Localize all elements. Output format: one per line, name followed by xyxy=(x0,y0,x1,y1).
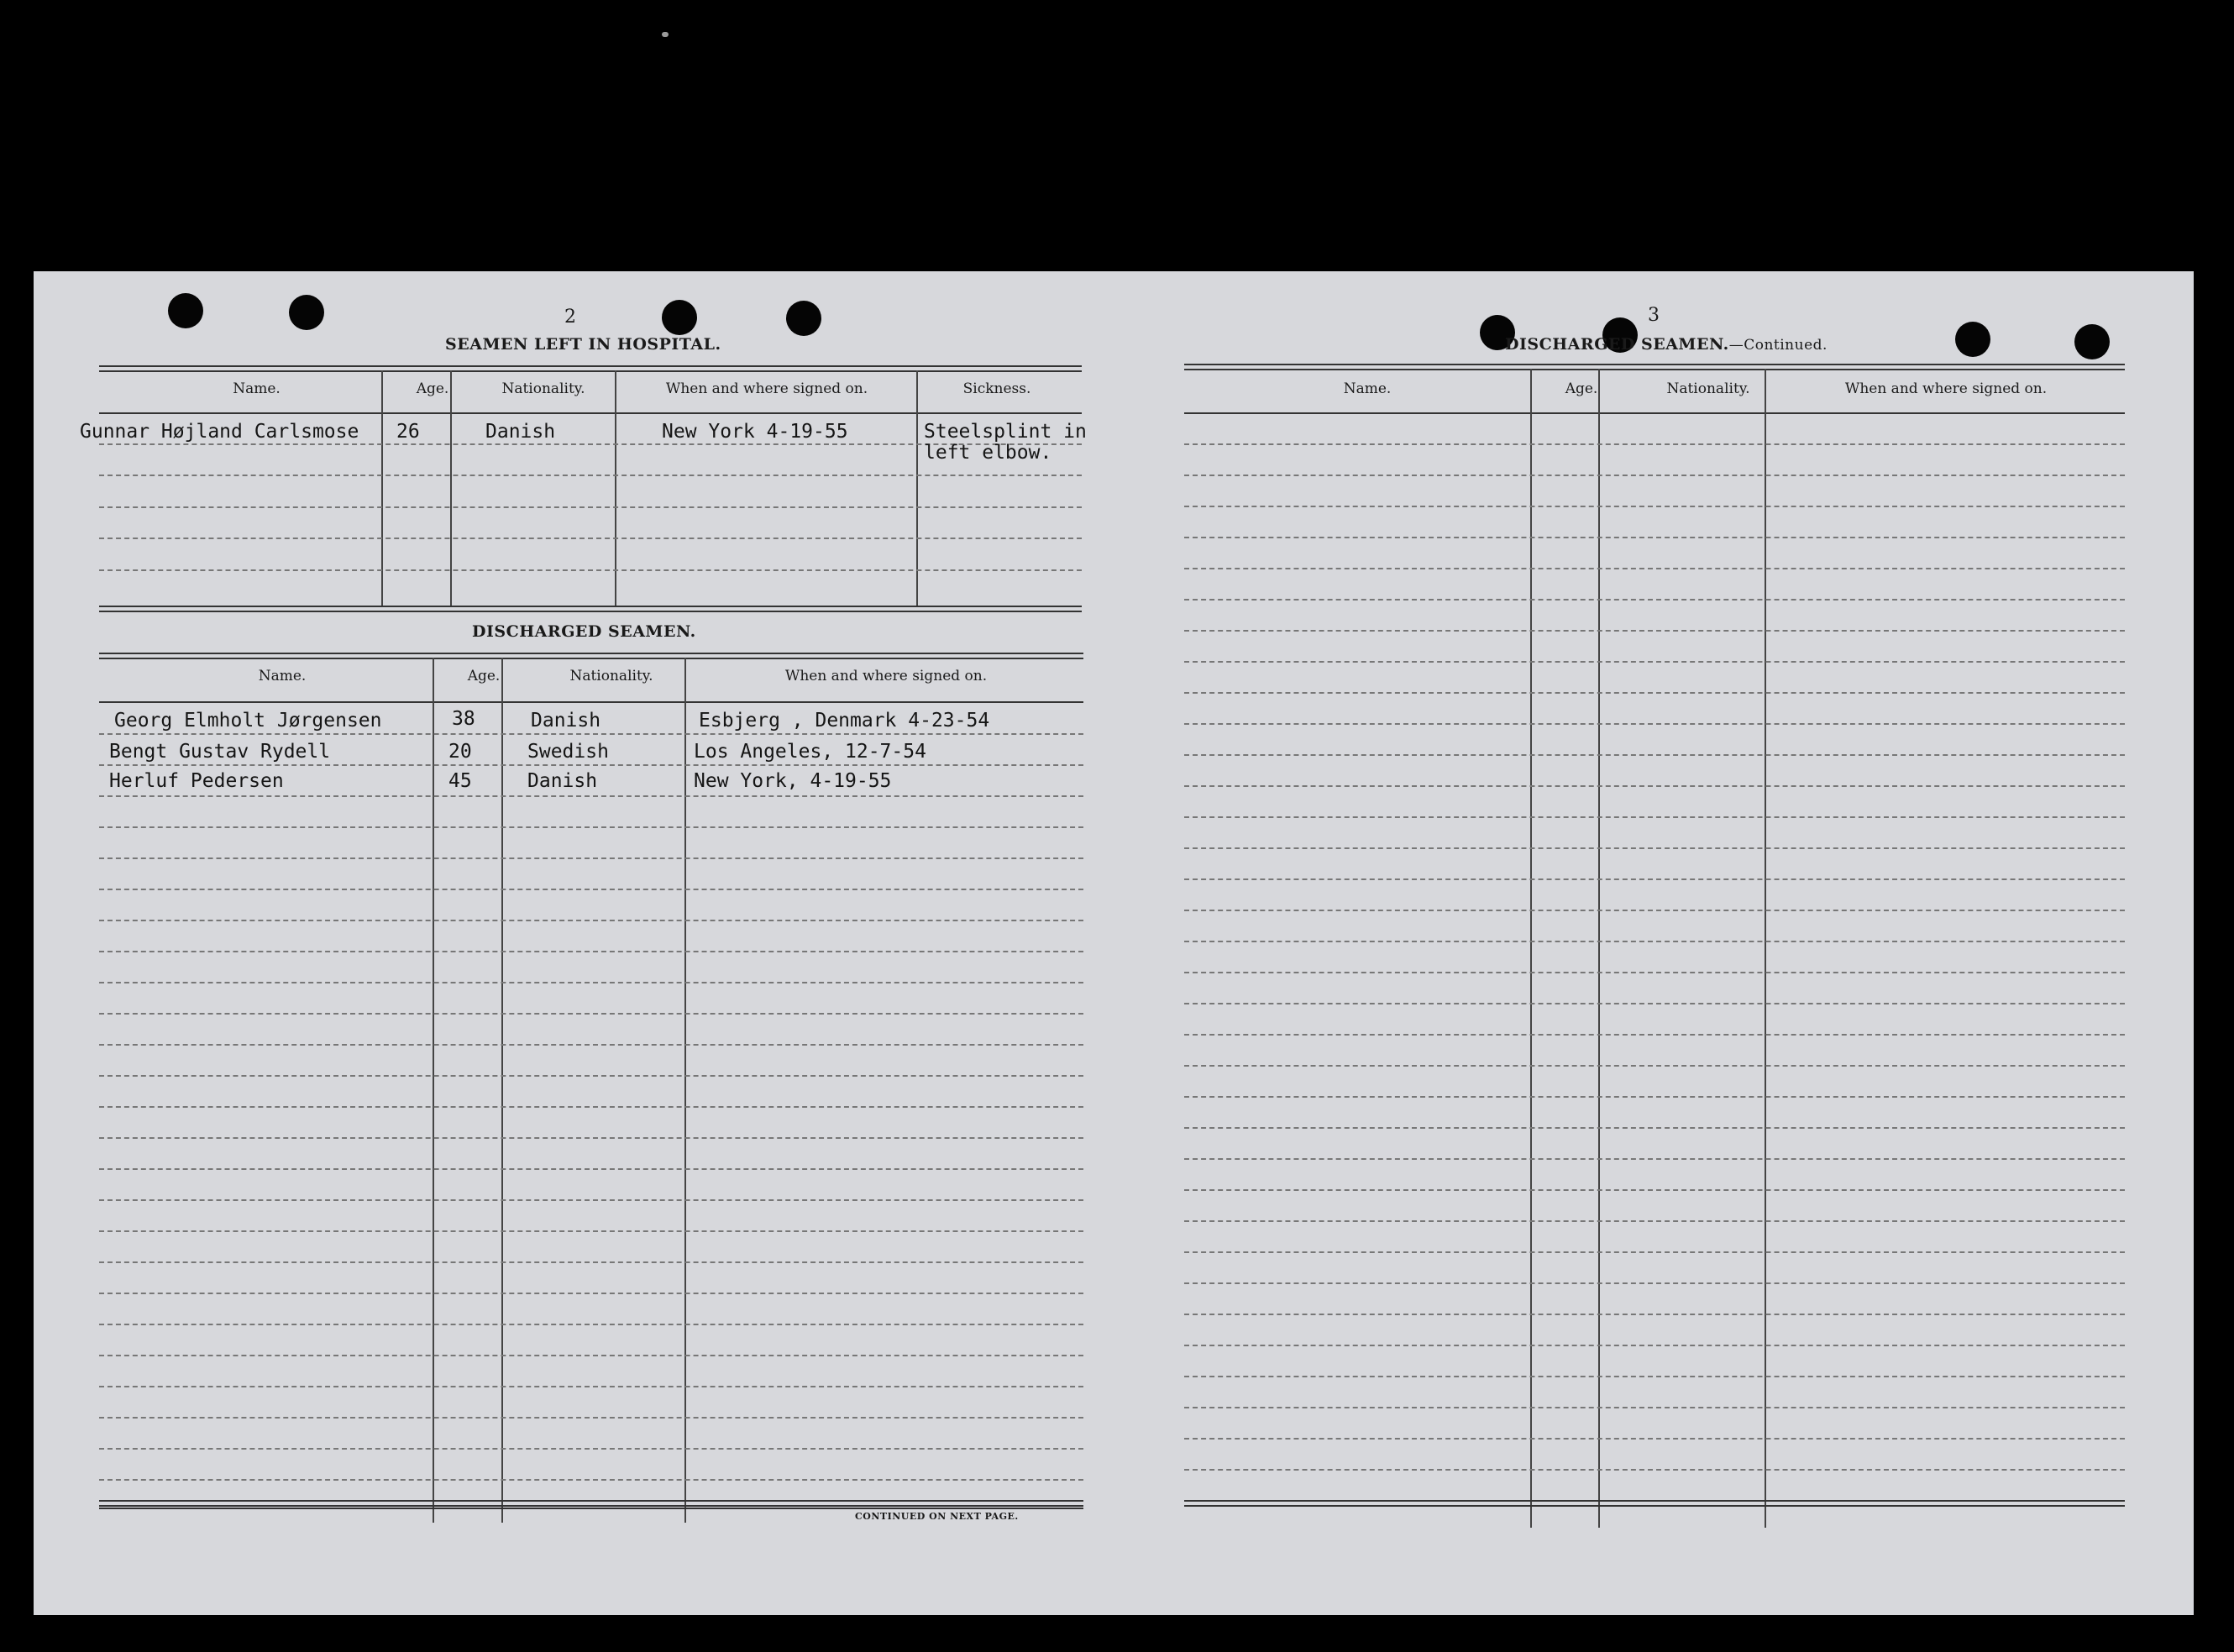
column-divider xyxy=(1598,369,1600,1528)
discharged-bottom-rule xyxy=(99,1500,1083,1507)
ruled-line xyxy=(99,1075,1083,1077)
hospital-row-nationality: Danish xyxy=(485,421,556,443)
ruled-line xyxy=(99,1386,1083,1387)
ruled-line xyxy=(99,1355,1083,1356)
ruled-line xyxy=(99,506,1082,508)
ruled-line xyxy=(99,951,1083,952)
discharged-row-1-signed-on: Esbjerg , Denmark 4-23-54 xyxy=(699,710,990,732)
ruled-line xyxy=(1184,537,2125,538)
ruled-line xyxy=(1184,1127,2125,1129)
ruled-line xyxy=(1184,1065,2125,1067)
right-header-signed-on: When and where signed on. xyxy=(1844,380,2048,397)
ruled-line xyxy=(99,1013,1083,1015)
discharged-row-1-nationality: Danish xyxy=(531,710,601,732)
ruled-line xyxy=(99,1230,1083,1232)
column-divider xyxy=(433,658,434,1523)
discharged-header-name: Name. xyxy=(258,668,307,684)
right-top-rule xyxy=(1184,364,2125,370)
hospital-header-nationality: Nationality. xyxy=(501,380,585,397)
page-number-right: 3 xyxy=(1648,305,1660,326)
ruled-line xyxy=(99,982,1083,983)
ruled-line xyxy=(1184,475,2125,476)
discharged-foot-rule xyxy=(99,1508,1083,1509)
ruled-line xyxy=(99,826,1083,828)
ruled-line xyxy=(1184,1158,2125,1160)
discharged-row-3-signed-on: New York, 4-19-55 xyxy=(694,770,892,792)
hospital-row-name: Gunnar Højland Carlsmose xyxy=(80,421,359,443)
discharged-top-rule xyxy=(99,653,1083,659)
hospital-header-name: Name. xyxy=(233,380,281,397)
ruled-line xyxy=(1184,754,2125,756)
ruled-line xyxy=(1184,847,2125,849)
ruled-line xyxy=(99,889,1083,890)
discharged-row-2-nationality: Swedish xyxy=(527,741,609,763)
hospital-row-signed-on: New York 4-19-55 xyxy=(662,421,848,443)
punch-hole xyxy=(786,301,821,336)
ruled-line xyxy=(1184,1096,2125,1098)
discharged-row-3-name: Herluf Pedersen xyxy=(109,770,284,792)
column-divider xyxy=(381,370,383,607)
ruled-line xyxy=(1184,599,2125,600)
ruled-line xyxy=(99,857,1083,859)
hospital-top-rule xyxy=(99,365,1082,372)
ruled-line xyxy=(99,569,1082,571)
punch-hole xyxy=(289,295,324,330)
discharged-row-2-signed-on: Los Angeles, 12-7-54 xyxy=(694,741,926,763)
ruled-line xyxy=(1184,1220,2125,1222)
ruled-line xyxy=(99,1106,1083,1108)
ruled-line xyxy=(1184,1034,2125,1036)
right-bottom-rule xyxy=(1184,1500,2125,1507)
ruled-line xyxy=(99,1137,1083,1139)
ruled-line xyxy=(1184,1376,2125,1377)
ruled-line xyxy=(99,1168,1083,1170)
column-divider xyxy=(450,370,452,607)
continued-note: CONTINUED ON NEXT PAGE. xyxy=(855,1511,1019,1522)
document-sheet xyxy=(34,271,2194,1615)
column-divider xyxy=(501,658,503,1523)
ruled-line xyxy=(99,1261,1083,1263)
hospital-row-sickness-line2: left elbow. xyxy=(924,442,1052,464)
ruled-line xyxy=(1184,661,2125,663)
ruled-line xyxy=(1184,1407,2125,1408)
punch-hole xyxy=(662,300,697,335)
ruled-line xyxy=(99,1293,1083,1294)
hospital-row-age: 26 xyxy=(396,421,420,443)
hospital-bottom-rule xyxy=(99,606,1082,612)
ruled-line xyxy=(1184,1251,2125,1253)
ruled-line xyxy=(1184,1469,2125,1471)
ruled-line xyxy=(1184,1438,2125,1440)
hospital-header-age: Age. xyxy=(416,380,449,397)
ruled-line xyxy=(99,764,1083,766)
ruled-line xyxy=(1184,1003,2125,1004)
discharged-header-signed-on: When and where signed on. xyxy=(784,668,988,684)
punch-hole xyxy=(2074,324,2110,359)
ruled-line xyxy=(1184,941,2125,942)
ruled-line xyxy=(99,1324,1083,1325)
continued-title-suffix: —Continued. xyxy=(1728,337,1828,354)
column-divider xyxy=(684,658,686,1523)
hospital-header-signed-on: When and where signed on. xyxy=(665,380,868,397)
ruled-line xyxy=(1184,443,2125,445)
continued-section-title xyxy=(1505,335,1828,354)
hospital-row-sickness-line1: Steelsplint in xyxy=(924,421,1087,443)
discharged-header-age: Age. xyxy=(467,668,501,684)
ruled-line xyxy=(1184,1282,2125,1284)
ruled-line xyxy=(1184,506,2125,507)
ruled-line xyxy=(1184,785,2125,787)
right-header-rule xyxy=(1184,412,2125,414)
page-number-left: 2 xyxy=(564,307,576,328)
ruled-line xyxy=(99,795,1083,797)
ruled-line xyxy=(1184,816,2125,818)
ruled-line xyxy=(1184,972,2125,973)
ruled-line xyxy=(1184,723,2125,725)
discharged-section-title: DISCHARGED SEAMEN. xyxy=(472,622,696,641)
right-header-nationality: Nationality. xyxy=(1666,380,1750,397)
ruled-line xyxy=(1184,630,2125,632)
ruled-line xyxy=(99,538,1082,539)
discharged-row-3-nationality: Danish xyxy=(527,770,598,792)
continued-title-main: DISCHARGED SEAMEN. xyxy=(1505,335,1729,354)
ruled-line xyxy=(99,1044,1083,1046)
hospital-section-title: SEAMEN LEFT IN HOSPITAL. xyxy=(445,335,721,354)
punch-hole xyxy=(168,293,203,328)
discharged-row-1-age: 38 xyxy=(452,708,475,730)
right-header-name: Name. xyxy=(1343,380,1392,397)
ruled-line xyxy=(1184,1345,2125,1346)
ruled-line xyxy=(99,920,1083,921)
ruled-line xyxy=(99,733,1083,735)
discharged-row-2-name: Bengt Gustav Rydell xyxy=(109,741,331,763)
ruled-line xyxy=(1184,692,2125,694)
ruled-line xyxy=(99,475,1082,476)
discharged-header-nationality: Nationality. xyxy=(569,668,653,684)
ruled-line xyxy=(99,1199,1083,1201)
column-divider xyxy=(1765,369,1766,1528)
ruled-line xyxy=(1184,1314,2125,1315)
ruled-line xyxy=(1184,1189,2125,1191)
punch-hole xyxy=(1955,322,1990,357)
ruled-line xyxy=(1184,910,2125,911)
ruled-line xyxy=(1184,568,2125,569)
column-divider xyxy=(1530,369,1532,1528)
scan-speck xyxy=(662,32,669,37)
column-divider xyxy=(916,370,918,607)
right-header-age: Age. xyxy=(1565,380,1598,397)
ruled-line xyxy=(99,1448,1083,1450)
ruled-line xyxy=(1184,878,2125,880)
discharged-row-1-name: Georg Elmholt Jørgensen xyxy=(114,710,382,732)
ruled-line xyxy=(99,1479,1083,1481)
discharged-row-2-age: 20 xyxy=(448,741,472,763)
hospital-header-rule xyxy=(99,412,1082,414)
discharged-header-rule xyxy=(99,701,1083,703)
ruled-line xyxy=(99,1417,1083,1419)
discharged-row-3-age: 45 xyxy=(448,770,472,792)
column-divider xyxy=(615,370,616,607)
hospital-header-sickness: Sickness. xyxy=(962,380,1031,397)
